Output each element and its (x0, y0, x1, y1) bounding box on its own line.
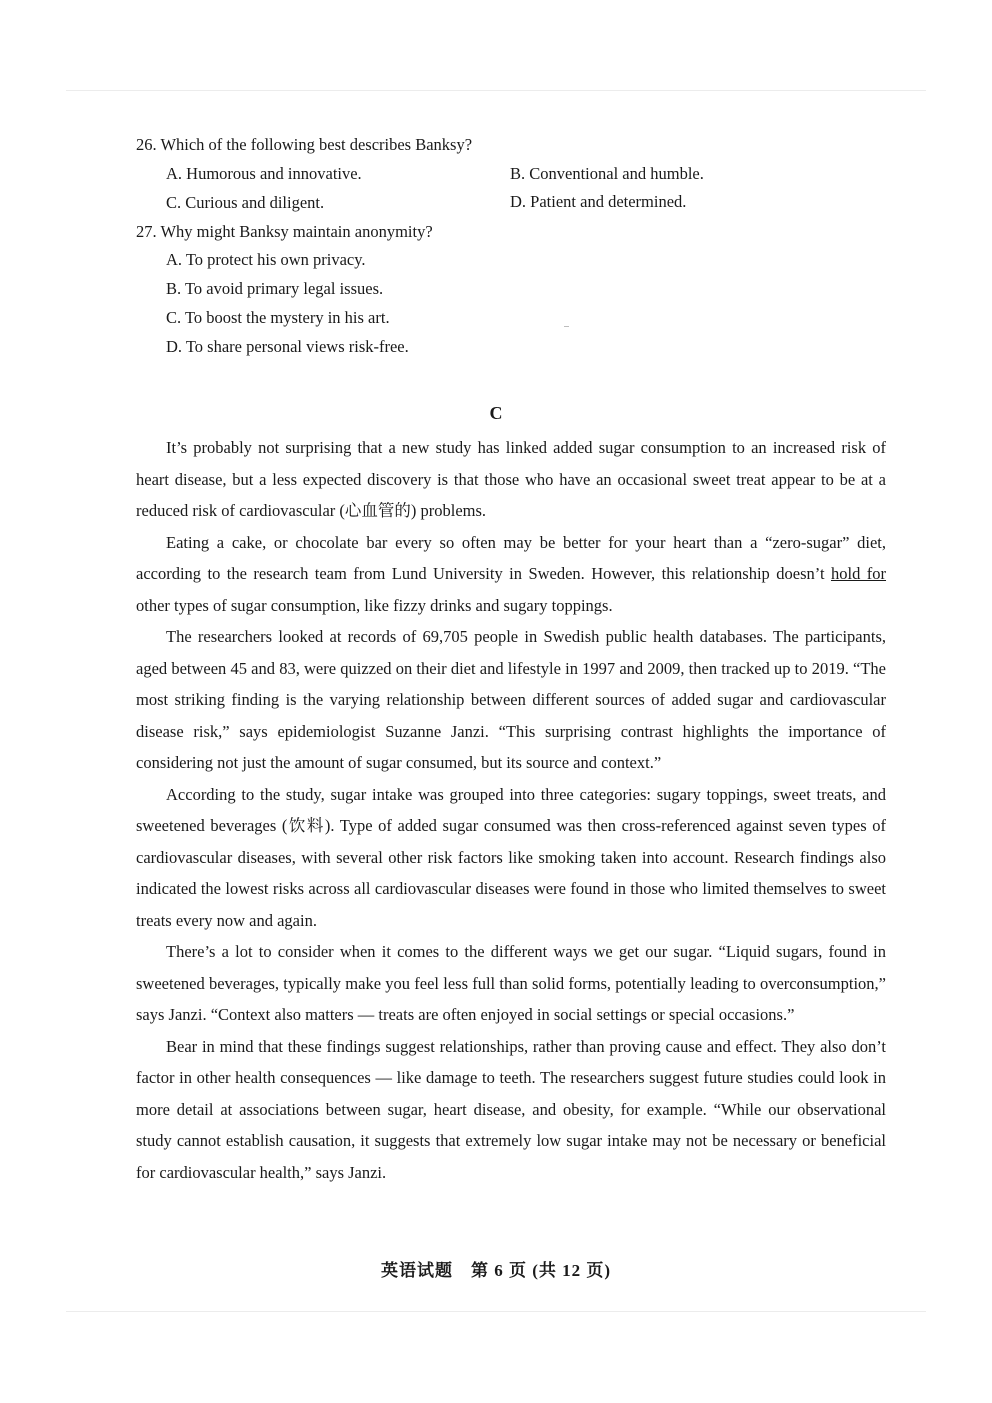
paragraph-2-text-b: other types of sugar consumption, like fizzy drinks and sugary toppings. (136, 595, 613, 615)
paragraph-2-text-a: Eating a cake, or chocolate bar every so often may be better for your heart than a “zero-sugar” diet, according to the research team from Lund University in Sweden. However, this relationship doesn’t (136, 532, 886, 583)
question-26-option-b: B. Conventional and humble. (510, 164, 704, 183)
section-heading: C (489, 403, 503, 423)
underlined-phrase: hold for (830, 564, 887, 583)
scan-speck (564, 326, 569, 327)
paragraph-5: There’s a lot to consider when it comes to the different ways we get our sugar. “Liquid sugars, found in sweetened beverages, typically make you feel less full than solid forms, potentially leading to overconsumption,” says Janzi. “Context also matters — treats are often enjoyed in social settings or special occasions.” (136, 942, 886, 1024)
page-footer: 英语试题 第 6 页 (共 12 页) (380, 1261, 612, 1280)
question-26-option-a: A. Humorous and innovative. (166, 164, 362, 183)
question-26-option-c: C. Curious and diligent. (166, 193, 325, 212)
question-27-option-a: A. To protect his own privacy. (166, 250, 366, 269)
passage-c (136, 432, 886, 1188)
paragraph-4: According to the study, sugar intake was grouped into three categories: sugary toppings, sweet treats, and sweetened beverages (饮料). Type of added sugar consumed was then cross-referenced against seven types of cardiovascular diseases, with several other risk factors like smoking taken into account. Research findings also indicated the lowest risks across all cardiovascular diseases were found in those who limited themselves to sweet treats every now and again. (136, 784, 886, 930)
question-26-stem: 26. Which of the following best describes Banksy? (136, 135, 473, 154)
question-27-option-c: C. To boost the mystery in his art. (166, 308, 390, 327)
paragraph-3: The researchers looked at records of 69,705 people in Swedish public health databases. The participants, aged between 45 and 83, were quizzed on their diet and lifestyle in 1997 and 2009, then tracked up to 2019. “The most striking finding is the varying relationship between different sources of added sugar and cardiovascular disease risk,” says epidemiologist Suzanne Janzi. “This surprising contrast highlights the importance of considering not just the amount of sugar consumed, but its source and context.” (136, 627, 886, 772)
paragraph-6: Bear in mind that these findings suggest relationships, rather than proving cause and effect. They also don’t factor in other health consequences — like damage to teeth. The researchers suggest future studies could look in more detail at associations between sugar, heart disease, and obesity, for example. “While our observational study cannot establish causation, it suggests that extremely low sugar intake may not be necessary or beneficial for cardiovascular health,” says Janzi. (136, 1036, 886, 1182)
question-27-option-b: B. To avoid primary legal issues. (166, 279, 384, 298)
question-27-stem: 27. Why might Banksy maintain anonymity? (136, 222, 433, 241)
paragraph-1: It’s probably not surprising that a new study has linked added sugar consumption to an increased risk of heart disease, but a less expected discovery is that those who have an occasional sweet treat appear to be at a reduced risk of cardiovascular (心血管的) problems. (136, 438, 886, 520)
paragraph-2 (136, 527, 886, 622)
question-27-option-d: D. To share personal views risk-free. (166, 337, 409, 356)
question-26-option-d: D. Patient and determined. (510, 192, 687, 211)
